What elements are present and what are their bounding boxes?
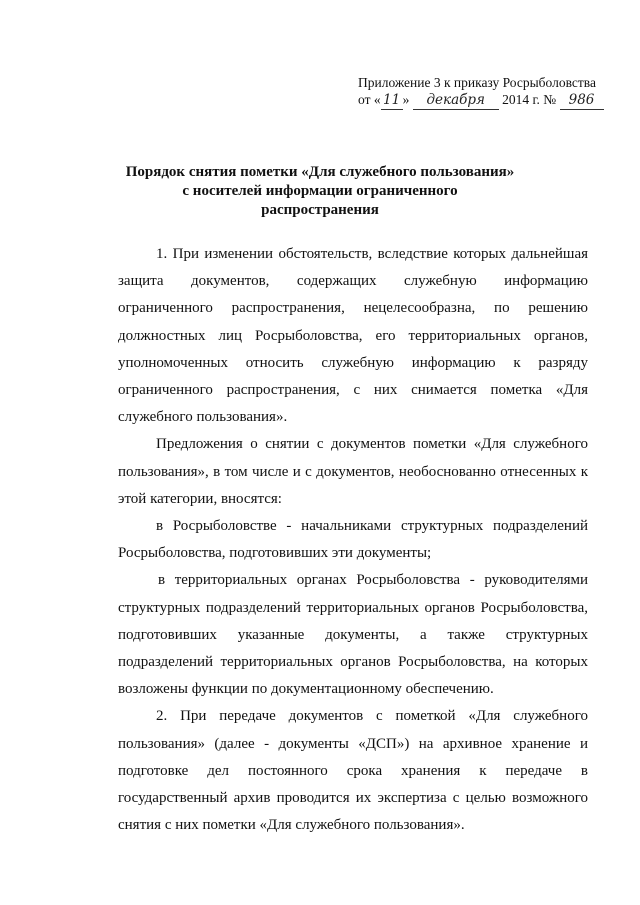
- handwritten-month: декабря: [413, 92, 499, 110]
- title-line-2: с носителей информации ограниченного: [182, 183, 458, 199]
- title-line-3: распространения: [261, 202, 379, 218]
- appendix-line: Приложение 3 к приказу Росрыболовства: [358, 75, 596, 90]
- date-mid: »: [402, 92, 413, 107]
- paragraph-4: в территориальных органах Росрыболовства - руководителями структурных подразделений территориальных органов Росрыболовства, подготовивших указанные документы, а также структурных подразделений территориальных органов Росрыболовства, на которых возложены функции по документационному обеспечению.: [118, 572, 588, 698]
- date-prefix: от «: [358, 92, 381, 107]
- paragraph-1: 1. При изменении обстоятельств, вследствие которых дальнейшая защита документов, содержащих служебную информацию ограниченного распространения, нецелесообразна, по решению должностных лиц Росрыболовства, его территориальных органов, уполномоченных относить служебную информацию к разряду ограниченного распространения, с них снимается пометка «Для служебного пользования».: [118, 246, 588, 426]
- document-title: [110, 163, 530, 220]
- paragraph-5: 2. При передаче документов с пометкой «Для служебного пользования» (далее - документы «ДСП») на архивное хранение и подготовке дел постоянного срока хранения к передаче в государственный архив проводится их экспертиза с целью возможного снятия с них пометки «Для служебного пользования».: [118, 708, 588, 834]
- handwritten-order-number: 986: [560, 92, 604, 110]
- title-line-1: Порядок снятия пометки «Для служебного пользования»: [125, 164, 515, 180]
- document-body: [118, 241, 588, 839]
- paragraph-2: Предложения о снятии с документов пометки «Для служебного пользования», в том числе и с документов, необоснованно отнесенных к этой категории, вносятся:: [118, 436, 588, 507]
- paragraph-3: в Росрыболовстве - начальниками структурных подразделений Росрыболовства, подготовивших эти документы;: [118, 518, 588, 562]
- document-header: [358, 74, 608, 110]
- year-text: 2014 г. №: [498, 92, 560, 107]
- handwritten-day: 11: [381, 92, 403, 110]
- order-date-line: [358, 91, 608, 110]
